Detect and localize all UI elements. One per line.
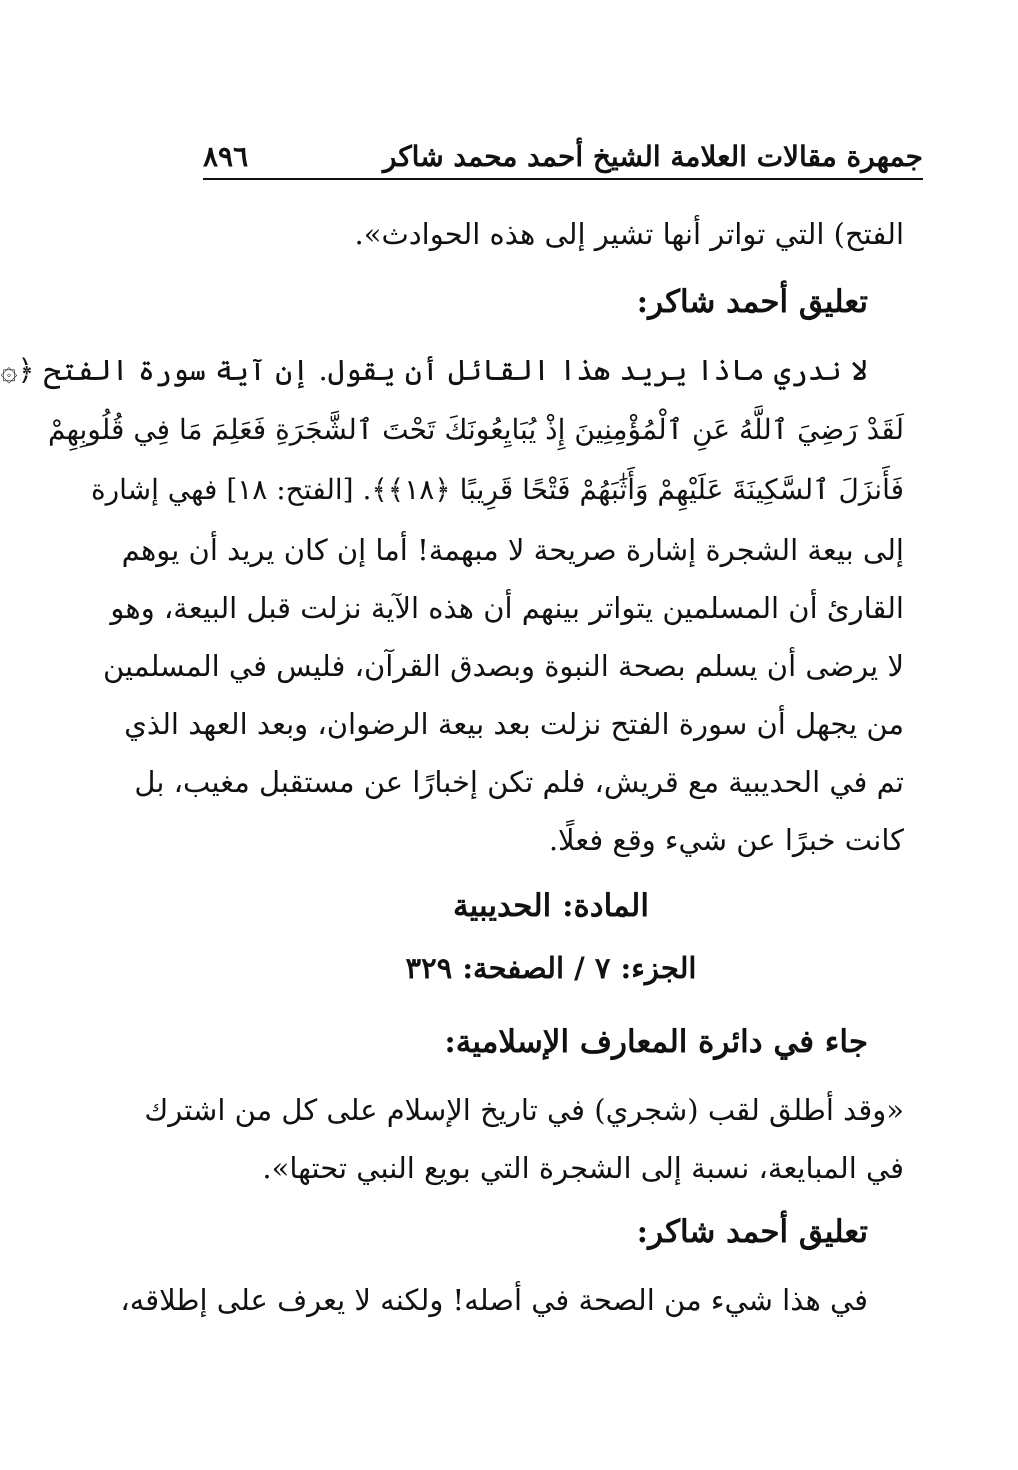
comment-heading: تعليق أحمد شاكر:: [636, 1214, 868, 1250]
page-header: [203, 132, 923, 180]
paragraph-line: تم في الحديبية مع قريش، فلم تكن إخبارًا عن مستقبل مغيب، بل: [134, 765, 904, 799]
entry-title: المادة: الحديبية: [452, 888, 649, 924]
quote-line: في المبايعة، نسبة إلى الشجرة التي بويع النبي تحتها».: [262, 1151, 904, 1185]
running-title: جمهرة مقالات العلامة الشيخ أحمد محمد شاكر: [382, 140, 923, 173]
volume-page-reference: الجزء: ٧ / الصفحة: ٣٢٩: [405, 951, 697, 985]
page-number: ٨٩٦: [203, 140, 249, 173]
paragraph-line: لا ندري ماذا يريد هذا القائل أن يقول. إن آية سورة الفتح ﴿۞: [0, 353, 868, 387]
paragraph-line: لا يرضى أن يسلم بصحة النبوة وبصدق القرآن، فليس في المسلمين: [102, 649, 904, 683]
paragraph-line: إلى بيعة الشجرة إشارة صريحة لا مبهمة! أما إن كان يريد أن يوهم: [121, 533, 904, 567]
paragraph-line: القارئ أن المسلمين يتواتر بينهم أن هذه الآية نزلت قبل البيعة، وهو: [110, 591, 904, 625]
paragraph-line: في هذا شيء من الصحة في أصله! ولكنه لا يعرف على إطلاقه،: [120, 1283, 868, 1317]
text-line-continuation: الفتح) التي تواتر أنها تشير إلى هذه الحوادث».: [354, 217, 904, 251]
quran-verse-line: فَأَنزَلَ ٱلسَّكِينَةَ عَلَيْهِمْ وَأَثَٰبَهُمْ فَتْحًا قَرِيبًا ﴿١٨﴾﴾. [الفتح: ١٨] فهي إشارة: [90, 473, 904, 506]
source-heading: جاء في دائرة المعارف الإسلامية:: [444, 1024, 868, 1060]
paragraph-line: من يجهل أن سورة الفتح نزلت بعد بيعة الرضوان، وبعد العهد الذي: [124, 707, 904, 741]
quote-line: «وقد أطلق لقب (شجري) في تاريخ الإسلام على كل من اشترك: [144, 1093, 904, 1127]
comment-heading: تعليق أحمد شاكر:: [636, 284, 868, 320]
quran-verse-line: لَقَدْ رَضِيَ ٱللَّهُ عَنِ ٱلْمُؤْمِنِينَ إِذْ يُبَايِعُونَكَ تَحْتَ ٱلشَّجَرَةِ فَعَلِمَ مَا فِي قُلُوبِهِمْ: [47, 413, 904, 446]
paragraph-line: كانت خبرًا عن شيء وقع فعلًا.: [548, 823, 904, 857]
